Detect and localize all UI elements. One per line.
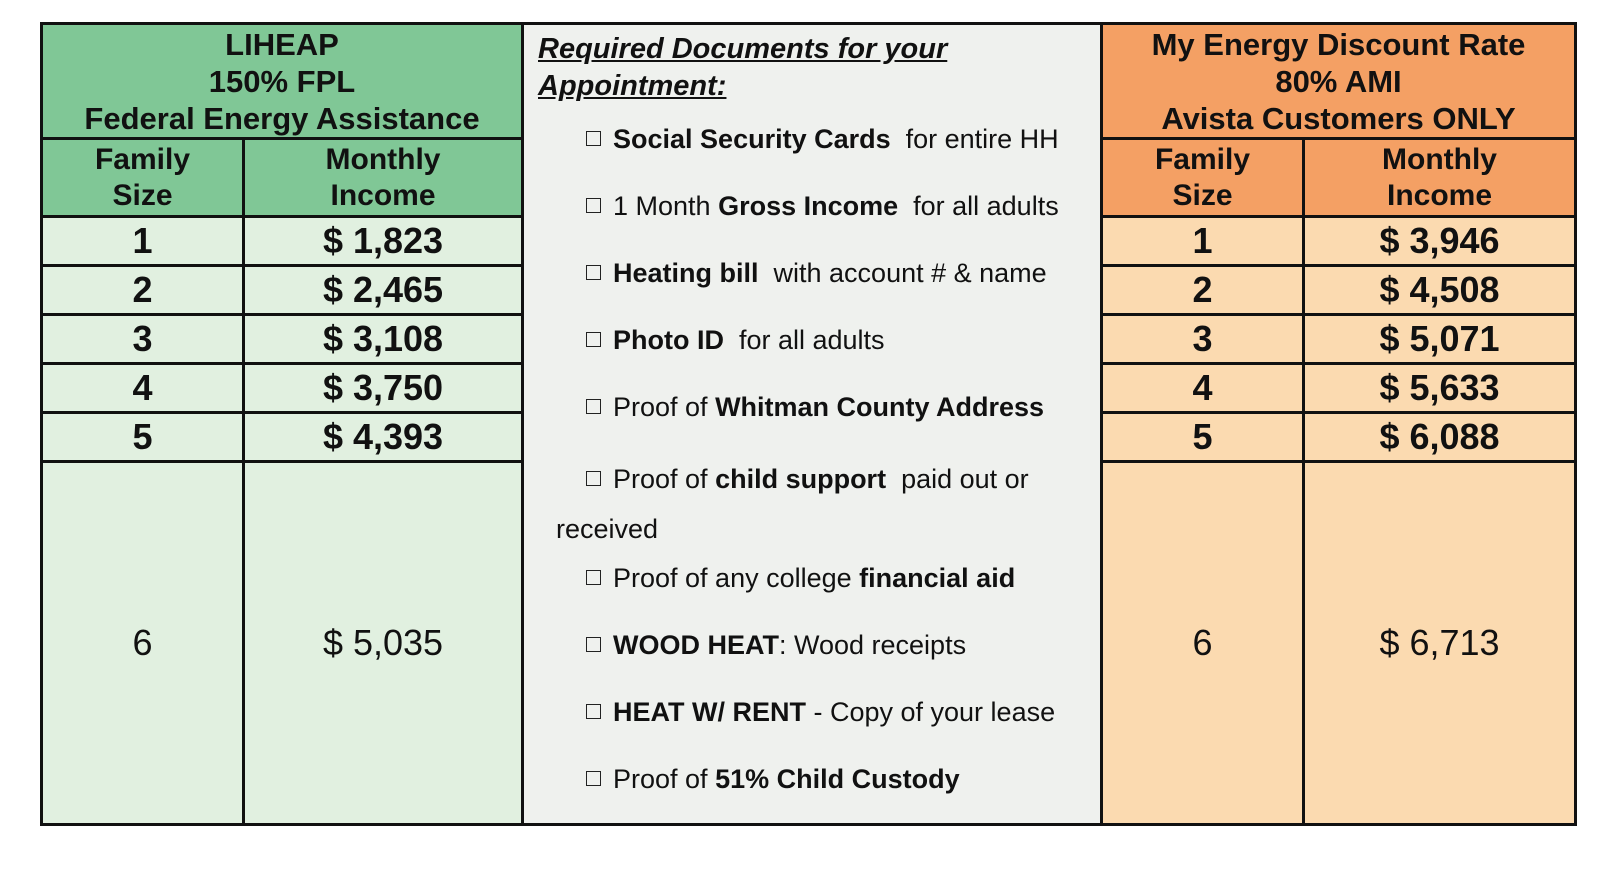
discount-title-line: My Energy Discount Rate [1151,26,1526,62]
checkbox-icon [586,637,601,652]
checklist-item [586,387,1090,454]
header-line: Monthly [1382,142,1497,176]
checkbox-icon [586,704,601,719]
header-line: Family [94,142,191,176]
item-bold: Whitman County Address [715,392,1045,422]
checklist-item [586,119,1090,186]
discount-size-cell: 3 [1103,316,1305,365]
liheap-size-cell: 1 [43,218,245,267]
liheap-income-cell: $ 4,393 [245,414,521,463]
item-before: Proof of [613,392,716,422]
item-after: - Copy of your lease [805,697,1056,727]
liheap-family-size-header [43,140,245,218]
liheap-table [43,25,521,823]
discount-title [1103,25,1574,140]
checklist-item [586,186,1090,253]
discount-table [1103,25,1574,823]
discount-size-cell: 5 [1103,414,1305,463]
item-bold: Gross Income [718,191,899,221]
liheap-size-cell: 4 [43,365,245,414]
checklist-item [556,454,1090,558]
item-bold: Photo ID [613,325,724,355]
checkbox-icon [586,771,601,786]
discount-title-line: 80% AMI [1275,63,1402,99]
checkbox-icon [586,471,601,486]
item-bold: WOOD HEAT [613,630,779,660]
checkbox-icon [586,570,601,585]
header-line: Income [1386,178,1493,212]
documents-title-line: Required Documents for your [538,33,948,65]
checklist-item [586,692,1090,759]
item-bold: HEAT W/ RENT [613,697,806,727]
header-line: Income [330,178,436,212]
documents-title-line: Appointment: [538,70,727,102]
liheap-size-cell: 5 [43,414,245,463]
item-before: Proof of [613,764,716,794]
discount-income-cell: $ 5,633 [1305,365,1574,414]
checklist-item [586,625,1090,692]
checklist-item [586,253,1090,320]
liheap-title-line: 150% FPL [208,63,356,99]
item-before: 1 Month [613,191,719,221]
item-after: with account # & name [758,258,1047,288]
item-bold: Social Security Cards [613,124,891,154]
documents-checklist [556,119,1090,826]
header-line: Monthly [325,142,441,176]
liheap-title-line: Federal Energy Assistance [84,100,480,136]
liheap-income-cell: $ 3,108 [245,316,521,365]
header-line: Size [112,178,173,212]
discount-monthly-income-header [1305,140,1574,218]
liheap-income-cell: $ 2,465 [245,267,521,316]
liheap-monthly-income-header [245,140,521,218]
discount-size-cell: 2 [1103,267,1305,316]
item-before: Proof of [613,464,716,494]
item-after: for all adults [898,191,1059,221]
liheap-income-cell: $ 3,750 [245,365,521,414]
discount-income-cell: $ 4,508 [1305,267,1574,316]
header-line: Size [1172,178,1233,212]
discount-rate-panel [1103,25,1574,823]
item-after: : Wood receipts [778,630,967,660]
item-before: Proof of any college [613,563,860,593]
required-documents-panel [524,25,1103,823]
discount-income-cell: $ 5,071 [1305,316,1574,365]
checkbox-icon [586,332,601,347]
liheap-size-cell: 3 [43,316,245,365]
checklist-item [586,558,1090,625]
liheap-panel [43,25,524,823]
item-bold: financial aid [859,563,1016,593]
item-after: for entire HH [890,124,1059,154]
checklist-item [586,320,1090,387]
checkbox-icon [586,131,601,146]
item-bold: 51% Child Custody [715,764,960,794]
item-bold: Heating bill [613,258,759,288]
discount-income-cell: $ 6,713 [1305,463,1574,823]
liheap-size-cell: 2 [43,267,245,316]
discount-size-cell: 4 [1103,365,1305,414]
discount-family-size-header [1103,140,1305,218]
liheap-income-cell: $ 5,035 [245,463,521,823]
checkbox-icon [586,198,601,213]
item-after: paid out or [886,464,1029,494]
item-after: for all adults [723,325,885,355]
discount-size-cell: 1 [1103,218,1305,267]
checkbox-icon [586,265,601,280]
item-continuation: received [556,514,659,544]
liheap-income-cell: $ 1,823 [245,218,521,267]
discount-income-cell: $ 3,946 [1305,218,1574,267]
checklist-item [586,759,1090,826]
discount-size-cell: 6 [1103,463,1305,823]
discount-income-cell: $ 6,088 [1305,414,1574,463]
discount-title-line: Avista Customers ONLY [1161,100,1516,136]
checkbox-icon [586,399,601,414]
liheap-title-line: LIHEAP [225,26,339,62]
header-line: Family [1154,142,1251,176]
item-bold: child support [715,464,887,494]
documents-title [538,31,947,105]
liheap-title [43,25,521,140]
eligibility-flyer [40,22,1577,826]
liheap-size-cell: 6 [43,463,245,823]
